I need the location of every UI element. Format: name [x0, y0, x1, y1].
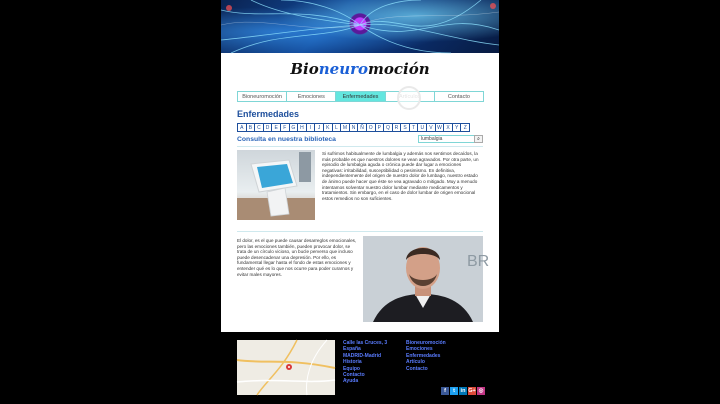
- letter-x[interactable]: X: [443, 123, 453, 132]
- footer-link-equipo[interactable]: Equipo: [343, 365, 360, 372]
- search-input[interactable]: lumbalgia: [418, 135, 480, 143]
- social-links: [440, 387, 485, 395]
- neuron-banner-image: [221, 0, 499, 53]
- page-title: Enfermedades: [237, 109, 300, 119]
- logo-text-pre: Bio: [290, 60, 319, 78]
- linkedin-icon[interactable]: in: [460, 388, 466, 394]
- nav-bioneuromocion[interactable]: Bioneuromoción: [237, 91, 287, 102]
- search-icon: ⌕: [477, 136, 480, 142]
- footer-links-column: [406, 340, 446, 372]
- letter-n[interactable]: N: [349, 123, 359, 132]
- letter-y[interactable]: Y: [452, 123, 462, 132]
- letter-g[interactable]: G: [289, 123, 299, 132]
- nav-enfermedades[interactable]: Enfermedades: [335, 91, 385, 102]
- letter-z[interactable]: Z: [460, 123, 470, 132]
- letter-l[interactable]: L: [332, 123, 342, 132]
- footer-link-articulo[interactable]: Artículo: [406, 359, 425, 366]
- letter-s[interactable]: S: [400, 123, 410, 132]
- instagram-icon[interactable]: ◎: [478, 388, 484, 394]
- footer-link-ayuda[interactable]: Ayuda: [343, 378, 359, 385]
- divider: [237, 231, 483, 232]
- letter-b[interactable]: B: [246, 123, 256, 132]
- footer-country: España: [343, 346, 361, 353]
- cursor-highlight: [397, 86, 421, 110]
- logo-text-accent: neuro: [318, 60, 369, 78]
- letter-v[interactable]: V: [426, 123, 436, 132]
- google-plus-icon[interactable]: G+: [468, 388, 476, 394]
- article-text-2: El dolor, es el que puede causar desarreglos emocionales, pero las emociones también, pueden provocar dolor, se trata de un círculo vicioso, un bucle perverso que incluso puede desencadenar una depresión. Por ello, es fundamental llegar hasta el fondo de estas emociones y entender qué es lo que nos ocurre para poder curarnos y evitar males mayores.: [237, 238, 357, 277]
- letter-f[interactable]: F: [280, 123, 290, 132]
- alphabet-index: [237, 123, 469, 132]
- footer-link-contacto-2[interactable]: Contacto: [406, 365, 428, 372]
- letter-enye[interactable]: Ñ: [357, 123, 367, 132]
- letter-r[interactable]: R: [392, 123, 402, 132]
- logo-text-post: moción: [368, 60, 430, 78]
- kiosk-photo: [237, 150, 315, 220]
- footer-link-emociones[interactable]: Emociones: [406, 346, 433, 353]
- letter-o[interactable]: O: [366, 123, 376, 132]
- letter-p[interactable]: P: [375, 123, 385, 132]
- facebook-icon[interactable]: f: [441, 387, 449, 395]
- letter-q[interactable]: Q: [383, 123, 393, 132]
- twitter-icon[interactable]: t: [450, 387, 458, 395]
- divider: [237, 146, 483, 147]
- nav-contacto[interactable]: Contacto: [434, 91, 484, 102]
- footer-link-historia[interactable]: Historia: [343, 359, 362, 366]
- letter-i[interactable]: I: [306, 123, 316, 132]
- letter-a[interactable]: A: [237, 123, 247, 132]
- letter-d[interactable]: D: [263, 123, 273, 132]
- footer-address: Calle las Cruces, 3: [343, 340, 388, 346]
- footer-address-column: [343, 340, 387, 385]
- svg-text:BR: BR: [467, 253, 490, 270]
- letter-k[interactable]: K: [323, 123, 333, 132]
- web-page: [221, 0, 499, 404]
- site-logo[interactable]: [221, 60, 499, 78]
- nav-emociones[interactable]: Emociones: [286, 91, 336, 102]
- letter-t[interactable]: T: [409, 123, 419, 132]
- footer-city: MADRID-Madrid: [343, 352, 382, 359]
- library-subtitle: Consulta en nuestra biblioteca: [237, 136, 336, 143]
- letter-m[interactable]: M: [340, 123, 350, 132]
- article-text-1: Si sufrimos habitualmente de lumbalgia y además nos sentimos decaídos, la más probable es que nuestros dolores se vean agravados. Por otra parte, un episodio de lumbalgia aguda o crónica puede dar lugar a emociones negativas: irritabilidad, susceptibilidad o pesimismo. En definitiva, independientemente del origen de nuestro dolor de lumbago, nuestro estado de ánimo puede hacer que éste se vea agravado o mitigado. Muy a menudo intentamos solventar nuestro dolor lumbar mediante medicamentos y tratamientos. Sin embargo, en el caso de dolor lumbar de origen emocional estos remedios no son suficientes.: [322, 151, 479, 201]
- letter-u[interactable]: U: [417, 123, 427, 132]
- letter-h[interactable]: H: [297, 123, 307, 132]
- letter-c[interactable]: C: [254, 123, 264, 132]
- footer-link-contacto[interactable]: Contacto: [343, 372, 365, 379]
- footer-link-bioneuromocion[interactable]: Bioneuromoción: [406, 340, 446, 346]
- location-map[interactable]: [237, 340, 335, 395]
- letter-e[interactable]: E: [271, 123, 281, 132]
- search-button[interactable]: [474, 135, 483, 143]
- man-portrait-photo: [363, 236, 490, 322]
- letter-j[interactable]: J: [314, 123, 324, 132]
- footer-link-enfermedades[interactable]: Enfermedades: [406, 352, 441, 359]
- letter-w[interactable]: W: [435, 123, 445, 132]
- main-nav: [237, 91, 483, 102]
